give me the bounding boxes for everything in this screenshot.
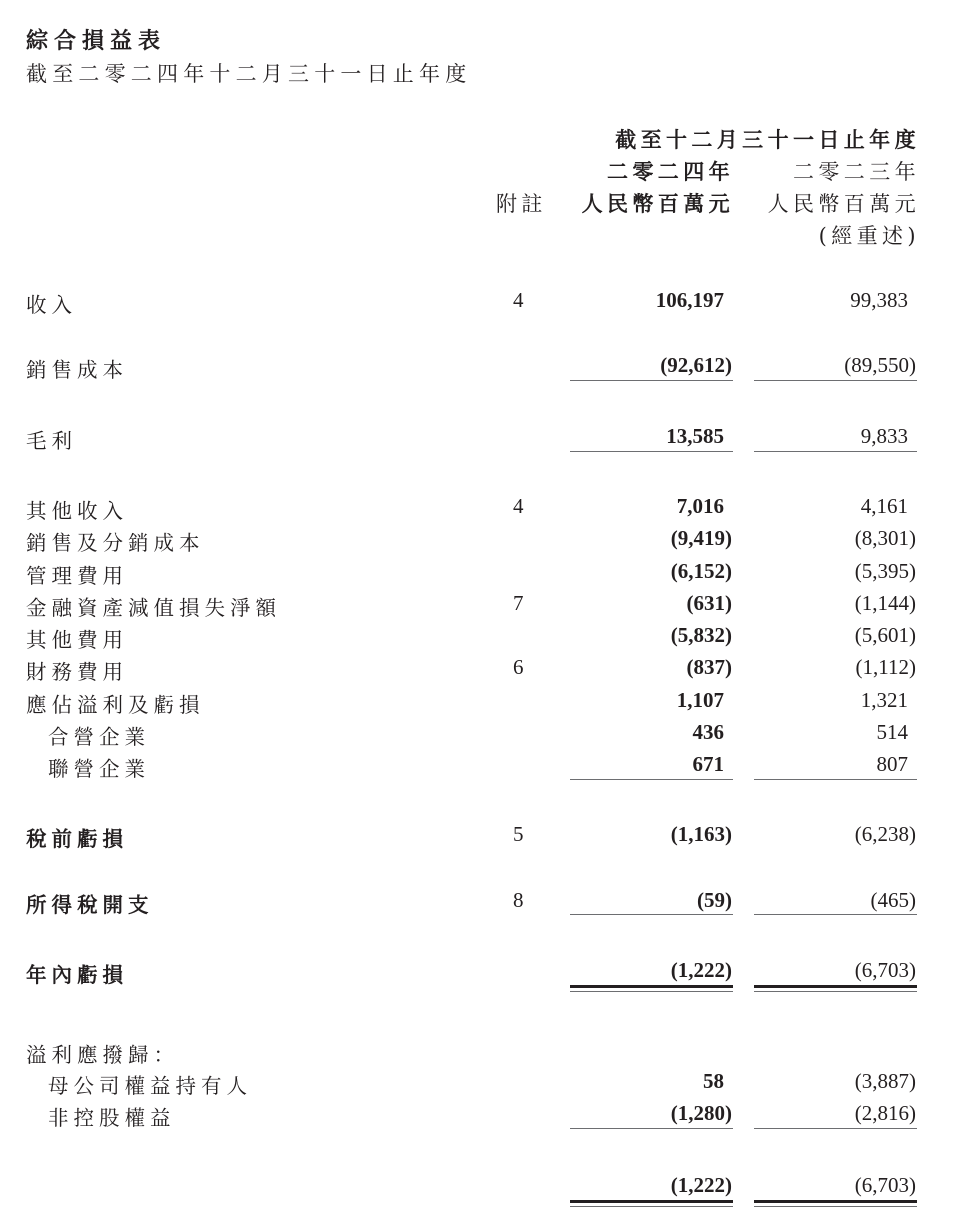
value-2023: (1,112) [855, 655, 916, 679]
table-row-attributable-to [0, 1036, 960, 1068]
subtotal-rule [754, 451, 917, 452]
value-2024: 7,016 [676, 494, 724, 518]
value-2024: (5,832) [670, 623, 732, 647]
subtotal-rule [570, 380, 733, 381]
column-currency-2023: 人民幣百萬元 [767, 192, 920, 216]
column-note-header: 附註 [496, 192, 547, 216]
row-label: 應佔溢利及虧損 [26, 693, 205, 717]
value-2023: 807 [876, 752, 908, 776]
subtotal-rule [754, 779, 917, 780]
table-row-impairment-losses [0, 589, 960, 621]
column-period-header: 截至十二月三十一日止年度 [615, 127, 920, 152]
restated-note: (經重述) [818, 224, 920, 248]
table-row-attributable-total [0, 1171, 960, 1203]
row-label: 稅前虧損 [26, 827, 128, 851]
row-label: 母公司權益持有人 [48, 1074, 252, 1098]
value-2023: (8,301) [854, 526, 916, 550]
value-2024: (1,280) [670, 1101, 732, 1125]
value-2023: 99,383 [850, 288, 908, 312]
table-row-finance-costs [0, 653, 960, 685]
column-year-2024: 二零二四年 [607, 159, 734, 184]
subtotal-rule [754, 1128, 917, 1129]
value-2024: (92,612) [660, 353, 732, 377]
subtotal-rule [570, 451, 733, 452]
table-row-administrative-expenses [0, 557, 960, 589]
statement-period-subtitle: 截至二零二四年十二月三十一日止年度 [26, 62, 472, 86]
value-2023: (6,703) [854, 958, 916, 982]
row-label: 聯營企業 [48, 757, 150, 781]
value-2024: (6,152) [670, 559, 732, 583]
value-2024: (1,222) [670, 1173, 732, 1197]
total-double-rule [754, 1200, 917, 1207]
table-row-loss-for-year [0, 956, 960, 988]
table-row-owners-of-parent [0, 1067, 960, 1099]
subtotal-rule [754, 914, 917, 915]
table-row-loss-before-tax [0, 820, 960, 852]
row-label: 所得稅開支 [26, 893, 154, 917]
row-label: 管理費用 [26, 564, 128, 588]
value-2023: (6,703) [854, 1173, 916, 1197]
value-2023: (465) [870, 888, 916, 912]
row-label: 其他費用 [26, 628, 128, 652]
value-2023: 1,321 [860, 688, 908, 712]
value-2023: 9,833 [860, 424, 908, 448]
table-row-selling-distribution-costs [0, 524, 960, 556]
value-2024: (837) [686, 655, 732, 679]
row-note: 4 [513, 288, 524, 312]
row-note: 8 [513, 888, 524, 912]
table-row-joint-ventures [0, 718, 960, 750]
table-row-other-income [0, 492, 960, 524]
value-2023: (5,601) [854, 623, 916, 647]
row-label: 非控股權益 [48, 1106, 176, 1130]
value-2024: 58 [703, 1069, 724, 1093]
value-2023: 514 [876, 720, 908, 744]
table-row-share-of-profits [0, 686, 960, 718]
subtotal-rule [754, 380, 917, 381]
row-label: 毛利 [26, 429, 77, 453]
value-2023: (1,144) [854, 591, 916, 615]
value-2024: (9,419) [670, 526, 732, 550]
value-2023: (5,395) [854, 559, 916, 583]
value-2024: (631) [686, 591, 732, 615]
table-row-other-expenses [0, 621, 960, 653]
table-row-non-controlling-interests [0, 1099, 960, 1131]
row-note: 7 [513, 591, 524, 615]
statement-title: 綜合損益表 [26, 28, 167, 54]
value-2023: 4,161 [860, 494, 908, 518]
value-2023: (89,550) [844, 353, 916, 377]
value-2024: (1,222) [670, 958, 732, 982]
row-label: 銷售成本 [26, 358, 128, 382]
total-double-rule [570, 1200, 733, 1207]
value-2024: 1,107 [676, 688, 724, 712]
table-row-cost-of-sales [0, 351, 960, 383]
value-2024: 13,585 [666, 424, 724, 448]
row-label: 其他收入 [26, 499, 128, 523]
row-label: 溢利應撥歸： [26, 1043, 179, 1067]
row-note: 6 [513, 655, 524, 679]
row-label: 年內虧損 [26, 963, 128, 987]
table-row-gross-profit [0, 422, 960, 454]
row-label: 收入 [26, 293, 77, 317]
value-2024: 106,197 [655, 288, 724, 312]
row-note: 4 [513, 494, 524, 518]
subtotal-rule [570, 1128, 733, 1129]
row-label: 合營企業 [48, 725, 150, 749]
subtotal-rule [570, 779, 733, 780]
row-label: 銷售及分銷成本 [26, 531, 205, 555]
table-row-associates [0, 750, 960, 782]
value-2023: (2,816) [854, 1101, 916, 1125]
value-2024: (1,163) [670, 822, 732, 846]
column-year-2023: 二零二三年 [793, 160, 920, 184]
value-2024: (59) [697, 888, 732, 912]
value-2024: 436 [692, 720, 724, 744]
row-label: 金融資產減值損失淨額 [26, 596, 281, 620]
value-2023: (3,887) [854, 1069, 916, 1093]
total-double-rule [570, 985, 733, 992]
subtotal-rule [570, 914, 733, 915]
total-double-rule [754, 985, 917, 992]
row-note: 5 [513, 822, 524, 846]
column-currency-2024: 人民幣百萬元 [581, 191, 734, 216]
table-row-revenue [0, 286, 960, 318]
value-2024: 671 [692, 752, 724, 776]
row-label: 財務費用 [26, 660, 128, 684]
value-2023: (6,238) [854, 822, 916, 846]
